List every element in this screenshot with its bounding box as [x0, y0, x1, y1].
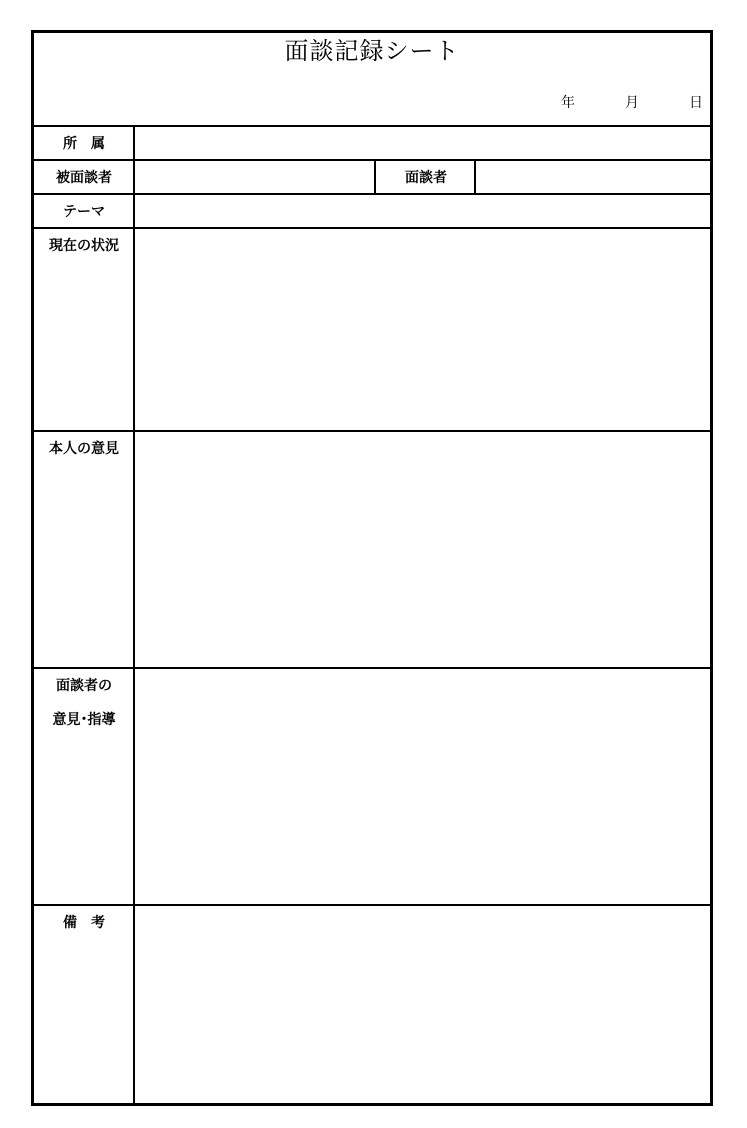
- interviewer-field[interactable]: [477, 162, 710, 192]
- current-status-label: 現在の状況: [49, 238, 119, 254]
- label-column-divider: [133, 126, 135, 1106]
- own-opinion-field[interactable]: [136, 433, 710, 666]
- divider-header: [34, 125, 710, 127]
- divider-interviewee: [34, 193, 710, 195]
- sheet-title: 面談記録シート: [284, 37, 460, 65]
- interview-record-sheet: [31, 30, 713, 1106]
- interviewee-label: 被面談者: [56, 170, 112, 186]
- divider-affiliation: [34, 159, 710, 161]
- interviewee-field[interactable]: [136, 162, 372, 192]
- remarks-field[interactable]: [136, 907, 710, 1103]
- interviewer-label: 面談者: [405, 170, 447, 186]
- divider-own-opinion: [34, 667, 710, 669]
- theme-field[interactable]: [136, 196, 710, 226]
- date-day-label: 日: [689, 95, 703, 111]
- divider-theme: [34, 227, 710, 229]
- affiliation-field[interactable]: [136, 128, 710, 158]
- remarks-label: 備 考: [63, 915, 105, 931]
- current-status-field[interactable]: [136, 230, 710, 429]
- divider-interviewer-opinion: [34, 904, 710, 906]
- interviewer-opinion-label-line2: 意見･指導: [52, 712, 116, 728]
- date-year-label: 年: [561, 95, 575, 111]
- date-month-label: 月: [625, 95, 639, 111]
- theme-label: テーマ: [63, 204, 105, 220]
- interviewer-opinion-field[interactable]: [136, 670, 710, 903]
- affiliation-label: 所 属: [63, 136, 105, 152]
- date-row: [34, 89, 710, 113]
- interviewer-opinion-label-line1: 面談者の: [56, 678, 112, 694]
- divider-current-status: [34, 430, 710, 432]
- own-opinion-label: 本人の意見: [49, 441, 119, 457]
